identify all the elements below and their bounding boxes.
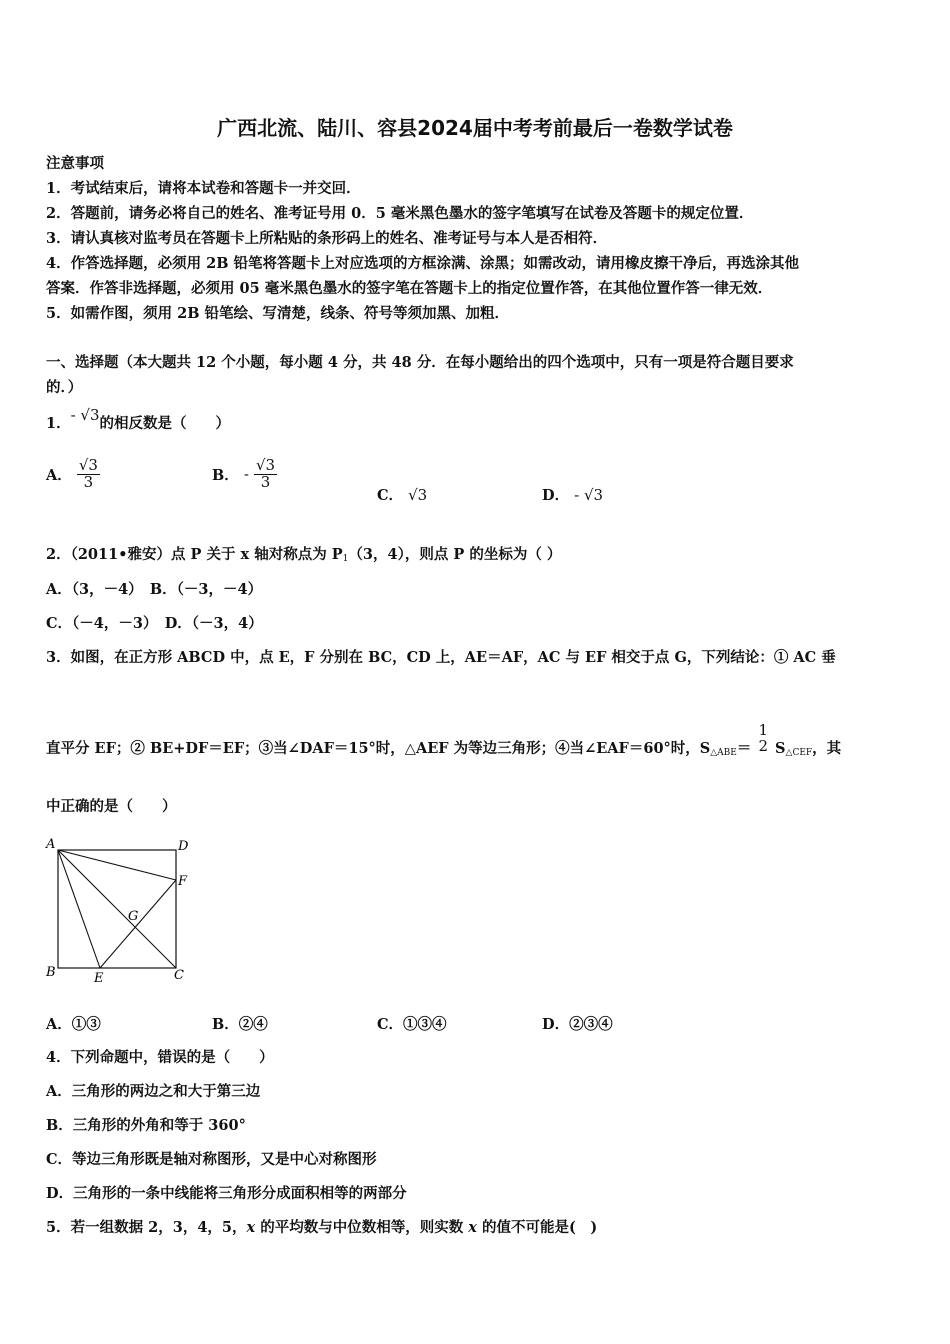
q1-option-b: [212, 458, 277, 491]
fraction-denominator: 3: [260, 472, 271, 491]
q3-equals: ＝: [736, 739, 752, 757]
label-c: C: [174, 968, 184, 983]
notice-item: 2．答题前，请务必将自己的姓名、准考证号用 0．5 毫米黑色墨水的签字笔填写在试卷及答题卡的规定位置．: [46, 205, 754, 222]
label-g: G: [128, 909, 139, 924]
option-value: √3: [408, 486, 428, 504]
option-label: C．: [377, 487, 404, 504]
q1-number: 1．: [46, 415, 71, 432]
q3-option-d: D．②③④: [542, 1016, 613, 1033]
section-heading-cont: 的．）: [46, 379, 83, 396]
option-label: B．: [212, 466, 239, 484]
segment-ef: [100, 880, 176, 968]
option-fraction: [254, 458, 277, 491]
q3-area-symbol: S: [775, 739, 786, 757]
diagonal-ac: [58, 850, 176, 968]
question-3-line-3: 中正确的是（ ）: [46, 798, 177, 815]
label-d: D: [178, 839, 189, 854]
label-a: A: [46, 837, 56, 852]
q3-subscript-cef: △CEF: [785, 747, 813, 758]
q4-option-c: C．等边三角形既是轴对称图形，又是中心对称图形: [46, 1151, 377, 1168]
fraction-denominator: 3: [83, 472, 94, 491]
q1-expression: - √3: [70, 406, 100, 424]
question-2: [46, 543, 561, 564]
q5-text-middle: 的平均数与中位数相等，则实数: [255, 1219, 469, 1236]
fraction-numerator: √3: [78, 456, 98, 474]
q2-options-row-2: C．（－4，－3） D．（－3，4）: [46, 615, 263, 632]
q3-option-b: B．②④: [212, 1016, 268, 1033]
question-3-line-1: 3．如图，在正方形 ABCD 中，点 E，F 分别在 BC，CD 上，AE＝AF，AC 与 EF 相交于点 G，下列结论：① AC 垂: [46, 649, 836, 666]
notice-item: 3．请认真核对监考员在答题卡上所粘贴的条形码上的姓名、准考证号与本人是否相符．: [46, 230, 608, 247]
q2-text-start: 2．（2011•雅安）点 P 关于 x 轴对称点为 P: [46, 546, 343, 563]
option-label: D．: [542, 487, 570, 504]
option-label: A．: [46, 466, 72, 484]
notice-item: 1．考试结束后，请将本试卷和答题卡一并交回．: [46, 180, 361, 197]
q3-option-a: A．①③: [46, 1016, 101, 1033]
q2-text-end: （3，4），则点 P 的坐标为（ ）: [348, 546, 562, 563]
q5-variable: x: [468, 1219, 477, 1236]
question-3-line-2: [46, 721, 842, 765]
segment-ae: [58, 850, 100, 968]
question-5: [46, 1216, 597, 1237]
option-value: - √3: [574, 486, 604, 504]
segment-af: [58, 850, 176, 880]
q5-text-start: 5．若一组数据 2，3，4，5，: [46, 1219, 247, 1236]
page-title: 广西北流、陆川、容县2024届中考考前最后一卷数学试卷: [217, 116, 733, 140]
section-heading: 一、选择题（本大题共 12 个小题，每小题 4 分，共 48 分．在每小题给出的四个选项中，只有一项是符合题目要求: [46, 354, 794, 371]
q1-text: 的相反数是（ ）: [99, 415, 231, 432]
q3-text-end: ，其: [812, 739, 842, 757]
fraction-numerator: 1: [758, 721, 768, 739]
fraction-denominator: 2: [758, 736, 768, 755]
question-1: [46, 406, 231, 433]
q1-option-a: [46, 458, 100, 491]
question-4: 4．下列命题中，错误的是（ ）: [46, 1049, 274, 1066]
q5-variable: x: [246, 1219, 256, 1236]
q2-subscript: 1: [342, 554, 349, 564]
option-sign: -: [243, 465, 249, 484]
q4-option-d: D．三角形的一条中线能将三角形分成面积相等的两部分: [46, 1185, 407, 1202]
fraction-numerator: √3: [255, 456, 276, 474]
notice-heading: 注意事项: [46, 155, 104, 172]
q5-text-end: 的值不可能是( ): [476, 1219, 598, 1236]
q4-option-b: B．三角形的外角和等于 360°: [46, 1117, 246, 1134]
q3-text: 直平分 EF；② BE+DF＝EF；③当∠DAF＝15°时，△AEF 为等边三角形；④当∠EAF＝60°时，S: [46, 739, 711, 757]
q3-option-c: C．①③④: [377, 1016, 447, 1033]
q3-subscript-abe: △ABE: [710, 747, 737, 758]
q2-options-row-1: A．（3，－4） B．（－3，－4）: [46, 581, 263, 598]
q1-option-c: [377, 484, 427, 505]
label-f: F: [178, 874, 188, 889]
option-fraction: [77, 458, 100, 491]
label-b: B: [46, 965, 56, 980]
q1-option-d: [542, 484, 603, 505]
notice-item: 5．如需作图，须用 2B 铅笔绘、写清楚，线条、符号等须加黑、加粗．: [46, 305, 510, 322]
q3-fraction: [756, 723, 770, 755]
q4-option-a: A．三角形的两边之和大于第三边: [46, 1083, 261, 1100]
notice-item: 4．作答选择题，必须用 2B 铅笔将答题卡上对应选项的方框涂满、涂黑；如需改动，请用橡皮擦干净后，再选涂其他: [46, 255, 800, 272]
label-e: E: [94, 971, 104, 986]
notice-item: 答案．作答非选择题，必须用 05 毫米黑色墨水的签字笔在答题卡上的指定位置作答，在其他位置作答一律无效．: [46, 280, 773, 297]
square-figure: [40, 832, 200, 992]
